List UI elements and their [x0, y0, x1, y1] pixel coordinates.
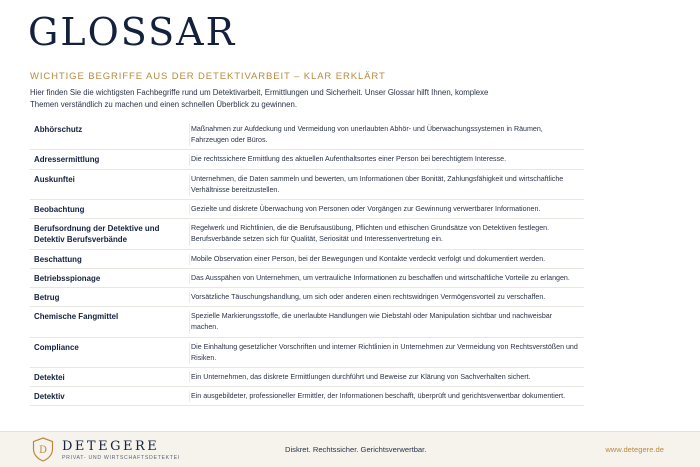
glossary-row: [30, 219, 584, 249]
intro-text: Hier finden Sie die wichtigsten Fachbegriffe rund um Detektivarbeit, Ermittlungen und Sicherheit. Unser Glossar hilft Ihnen, komplexe Themen verständlich zu machen und einen schnellen Überblick zu gewinnen.: [30, 88, 489, 110]
brand-name: DETEGERE: [62, 439, 160, 454]
brand-subtitle: PRIVAT- UND WIRTSCHAFTSDETEKTEI: [62, 455, 180, 461]
glossary-row: [30, 170, 584, 200]
glossary-definition: Regelwerk und Richtlinien, die die Berufsausübung, Pflichten und ethischen Grundsätze von Detektiven festlegen. Berufsverbände setzen sich für Qualität, Seriosität und Interessenvertretung ein.: [189, 223, 584, 245]
glossary-definition: Ein ausgebildeter, professioneller Ermittler, der Informationen beschafft, überprüft und gerichtsverwertbar dokumentiert.: [189, 391, 584, 402]
glossary-row: [30, 250, 584, 269]
glossary-definition: Gezielte und diskrete Überwachung von Personen oder Vorgängen zur Gewinnung verwertbarer Informationen.: [189, 204, 584, 215]
glossary-term: Compliance: [34, 342, 79, 352]
glossary-definition: Die rechtssichere Ermittlung des aktuellen Aufenthaltsortes einer Person bei berechtigtem Interesse.: [189, 154, 584, 165]
glossary-term: Detektei: [34, 373, 65, 383]
glossary-row: [30, 150, 584, 169]
glossary-row: [30, 288, 584, 307]
page-title: GLOSSAR: [28, 10, 237, 54]
glossary-term: Adressermittlung: [34, 155, 100, 165]
page-subtitle: WICHTIGE BEGRIFFE AUS DER DETEKTIVARBEIT – KLAR ERKLÄRT: [30, 71, 386, 82]
glossary-row: [30, 368, 584, 387]
glossary-term: Betriebsspionage: [34, 273, 101, 283]
glossary-row: [30, 200, 584, 219]
glossary-term: Berufsordnung der Detektive und Detektiv Berufsverbände: [34, 224, 160, 245]
glossary-term: Chemische Fangmittel: [34, 312, 119, 322]
glossary-term: Abhörschutz: [34, 125, 83, 134]
glossary-row: [30, 307, 584, 337]
glossary-definition: Ein Unternehmen, das diskrete Ermittlungen durchführt und Beweise zur Klärung von Sachverhalten sichert.: [189, 372, 584, 383]
glossary-term: Detektiv: [34, 392, 65, 402]
glossary-definition: Die Einhaltung gesetzlicher Vorschriften und interner Richtlinien in Unternehmen zur Vermeidung von Rechtsverstößen und Risiken.: [189, 342, 584, 364]
glossary-row: [30, 338, 584, 368]
glossary-row: [30, 269, 584, 288]
glossary-term: Betrug: [34, 293, 60, 303]
glossary-term: Beschattung: [34, 254, 82, 264]
glossary-definition: Vorsätzliche Täuschungshandlung, um sich oder anderen einen rechtswidrigen Vermögensvorteil zu verschaffen.: [189, 292, 584, 303]
website-link[interactable]: www.detegere.de: [605, 445, 664, 454]
glossary-definition: Mobile Observation einer Person, bei der Bewegungen und Kontakte verdeckt verfolgt und dokumentiert werden.: [189, 254, 584, 265]
glossary-row: [30, 120, 584, 150]
glossary-term: Auskunftei: [34, 174, 75, 184]
glossary-table: [30, 120, 584, 406]
shield-logo-icon: [32, 437, 54, 462]
footer: [0, 431, 700, 467]
glossary-definition: Das Ausspähen von Unternehmen, um vertrauliche Informationen zu beschaffen und wirtschaftliche Vorteile zu erlangen.: [189, 273, 584, 284]
glossary-term: Beobachtung: [34, 205, 85, 215]
glossary-row: [30, 387, 584, 406]
footer-tagline: Diskret. Rechtssicher. Gerichtsverwertbar.: [285, 445, 427, 454]
glossary-definition: Unternehmen, die Daten sammeln und bewerten, um Informationen über Bonität, Zahlungsfähigkeit und wirtschaftliche Verhältnisse bereitzustellen.: [189, 174, 584, 196]
logo-letter: D: [38, 445, 48, 456]
glossary-definition: Spezielle Markierungsstoffe, die unerlaubte Handlungen wie Diebstahl oder Manipulation sichtbar und nachweisbar machen.: [189, 311, 584, 333]
glossary-definition: Maßnahmen zur Aufdeckung und Vermeidung von unerlaubten Abhör- und Überwachungssystemen in Räumen, Fahrzeugen oder Büros.: [189, 124, 584, 146]
